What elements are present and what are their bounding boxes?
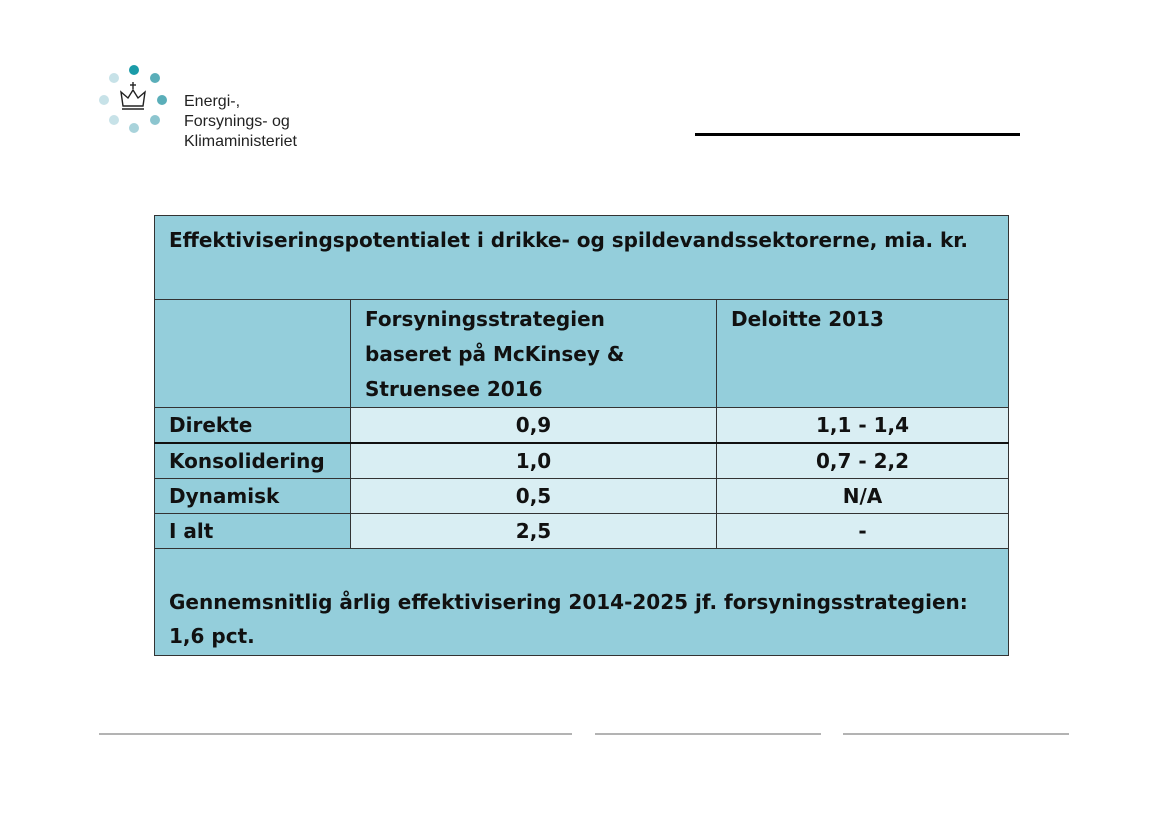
table-title: Effektiviseringspotentialet i drikke- og spildevandssektorerne, mia. kr.	[155, 216, 1009, 300]
crown-dots-icon	[98, 64, 178, 144]
table-row	[155, 408, 1009, 444]
header-forsyning-line-3: Struensee 2016	[365, 377, 543, 401]
table-title-row	[155, 216, 1009, 300]
table-footer-row	[155, 549, 1009, 656]
footer-line-1: Gennemsnitlig årlig effektivisering 2014-2025 jf. forsyningsstrategien:	[169, 590, 968, 614]
header-empty-cell	[155, 300, 351, 408]
row-label: I alt	[155, 514, 351, 549]
row-forsyning-value: 0,5	[351, 479, 717, 514]
efficiency-table	[154, 215, 1009, 656]
table-row	[155, 479, 1009, 514]
header-deloitte-line-1: Deloitte 2013	[731, 307, 884, 331]
footer-rule-middle	[595, 733, 821, 735]
row-forsyning-value: 2,5	[351, 514, 717, 549]
row-deloitte-value: 1,1 - 1,4	[717, 408, 1009, 444]
ministry-name	[184, 92, 297, 152]
header-rule	[695, 133, 1020, 136]
ministry-line-1: Energi-,	[184, 93, 241, 110]
table-row	[155, 514, 1009, 549]
ministry-line-3: Klimaministeriet	[184, 133, 297, 150]
header-forsyning-line-1: Forsyningsstrategien	[365, 307, 605, 331]
row-label: Konsolidering	[155, 443, 351, 479]
row-deloitte-value: N/A	[717, 479, 1009, 514]
row-deloitte-value: 0,7 - 2,2	[717, 443, 1009, 479]
header-forsyning-line-2: baseret på McKinsey &	[365, 342, 625, 366]
footer-rule-left	[99, 733, 572, 735]
table-row	[155, 443, 1009, 479]
header-deloitte	[717, 300, 1009, 408]
row-deloitte-value: -	[717, 514, 1009, 549]
footer-line-2: 1,6 pct.	[169, 624, 255, 648]
footer-rule-right	[843, 733, 1069, 735]
row-forsyning-value: 0,9	[351, 408, 717, 444]
table-footer	[155, 549, 1009, 656]
header-forsyning	[351, 300, 717, 408]
table-header-row	[155, 300, 1009, 408]
ministry-logo	[98, 64, 338, 154]
row-label: Direkte	[155, 408, 351, 444]
row-label: Dynamisk	[155, 479, 351, 514]
row-forsyning-value: 1,0	[351, 443, 717, 479]
ministry-line-2: Forsynings- og	[184, 113, 290, 130]
